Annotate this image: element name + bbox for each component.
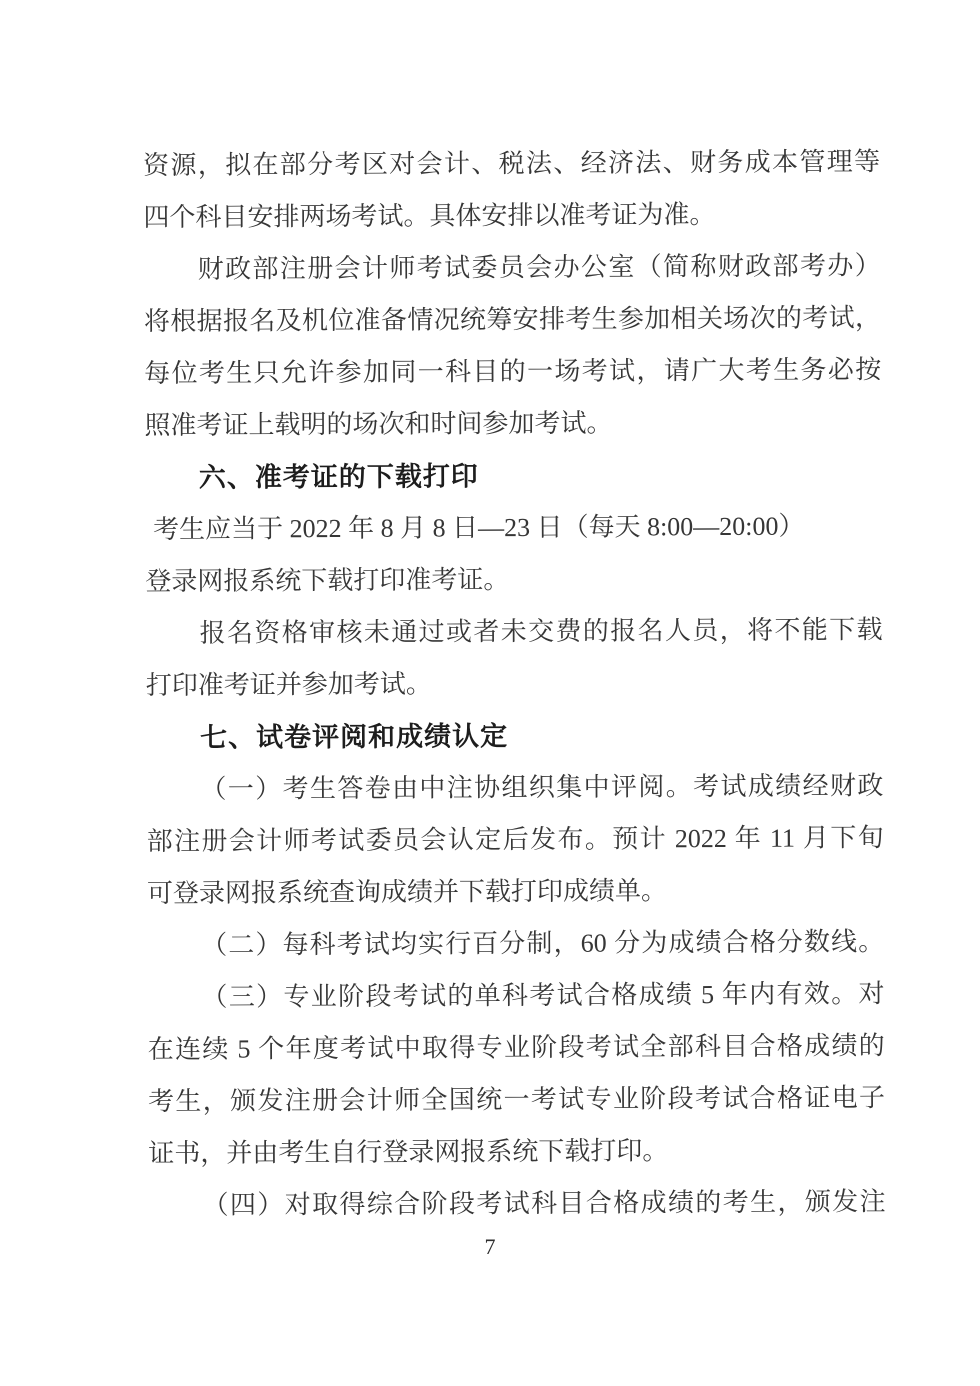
body-text-line: 登录网报系统下载打印准考证。 — [145, 565, 510, 596]
body-text-line: （三）专业阶段考试的单科考试合格成绩 5 年内有效。对 — [201, 979, 885, 1012]
body-text-line: 可登录网报系统查询成绩并下载打印成绩单。 — [146, 876, 668, 908]
body-text-line: 财政部注册会计师考试委员会办公室（简称财政部考办） — [197, 251, 881, 284]
body-text-line: 打印准考证并参加考试。 — [145, 669, 432, 700]
body-text-line: 证书，并由考生自行登录网报系统下载打印。 — [148, 1136, 669, 1168]
body-text-line: 部注册会计师考试委员会认定后发布。预计 2022 年 11 月下旬 — [146, 823, 884, 856]
body-text-line: 资源，拟在部分考区对会计、税法、经济法、财务成本管理等 — [143, 147, 881, 180]
body-text-line: 每位考生只允许参加同一科目的一场考试，请广大考生务必按 — [144, 355, 882, 388]
body-text-line: 四个科目安排两场考试。具体安排以准考证为准。 — [143, 200, 716, 232]
body-text-line: 考生，颁发注册会计师全国统一考试专业阶段考试合格证电子 — [147, 1083, 886, 1116]
page-number: 7 — [484, 1234, 496, 1259]
body-text-line: （二）每科考试均实行百分制，60 分为成绩合格分数线。 — [201, 927, 885, 960]
body-text-line: （四）对取得综合阶段考试科目合格成绩的考生，颁发注 — [202, 1187, 886, 1220]
body-text-line: 考生应当于 2022 年 8 月 8 日—23 日（每天 8:00—20:00） — [152, 511, 805, 544]
page-body — [143, 136, 886, 1232]
body-text-line: 将根据报名及机位准备情况统筹安排考生参加相关场次的考试， — [143, 303, 882, 336]
body-text-line: 在连续 5 个年度考试中取得专业阶段考试全部科目合格成绩的 — [147, 1031, 885, 1064]
section-7-heading: 七、试卷评阅和成绩认定 — [200, 721, 509, 753]
section-6-heading: 六、准考证的下载打印 — [198, 461, 479, 493]
body-text-line: （一）考生答卷由中注协组织集中评阅。考试成绩经财政 — [200, 771, 884, 804]
body-text-line: 报名资格审核未通过或者未交费的报名人员，将不能下载 — [199, 615, 883, 648]
body-text-line: 照准考证上载明的场次和时间参加考试。 — [144, 408, 613, 440]
